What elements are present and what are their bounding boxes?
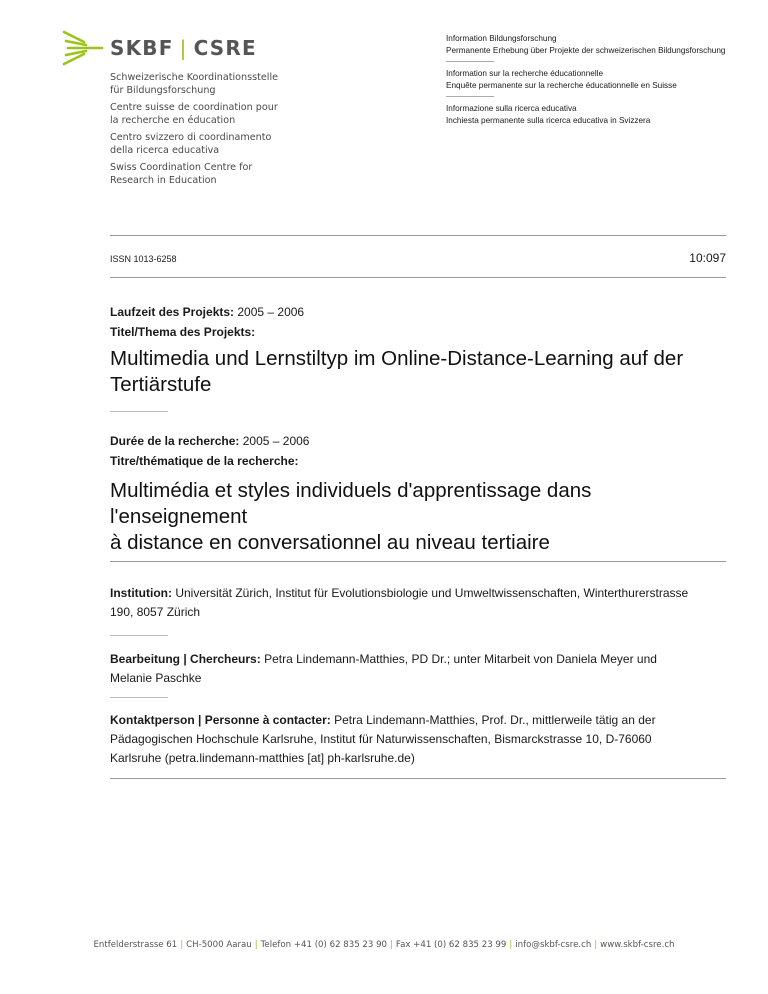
field-value: Pädagogischen Hochschule Karlsruhe, Institut für Naturwissenschaften, Bismarckstrasse 10, D-76060 [110, 732, 652, 746]
footer-separator: | [254, 940, 258, 950]
section-divider [110, 697, 168, 698]
org-line: Research in Education [110, 174, 217, 186]
footer-address [0, 940, 768, 950]
title-line: Multimedia und Lernstiltyp im Online-Distance-Learning auf der [110, 347, 684, 370]
field-value: Universität Zürich, Institut für Evolutionsbiologie und Umweltwissenschaften, Winterthurerstrasse [171, 586, 689, 600]
org-line: della ricerca educativa [110, 144, 220, 156]
logo-right: CSRE [193, 36, 257, 60]
footer-separator: | [509, 940, 513, 950]
field-label: Bearbeitung | Chercheurs: [110, 652, 261, 666]
info-line: Information sur la recherche éducationnelle [446, 69, 604, 79]
field-label: Laufzeit des Projekts: [110, 305, 235, 319]
org-name-it [110, 132, 310, 157]
divider [110, 778, 726, 779]
section-divider [110, 635, 168, 636]
info-line: Permanente Erhebung über Projekte der schweizerischen Bildungsforschung [446, 45, 726, 55]
footer-separator: | [180, 940, 184, 950]
info-divider [446, 96, 494, 97]
divider [110, 235, 726, 236]
footer-city: CH-5000 Aarau [186, 940, 252, 950]
title-line: à distance en conversationnel au niveau tertiaire [110, 531, 550, 554]
footer-website[interactable]: www.skbf-csre.ch [600, 940, 675, 950]
footer-separator: | [390, 940, 393, 950]
project-title-fr [110, 478, 710, 556]
org-line: Swiss Coordination Centre for [110, 162, 253, 173]
field-label: Kontaktperson | Personne à contacter: [110, 713, 331, 727]
logo-left: SKBF [110, 36, 174, 60]
project-title-de [110, 346, 710, 398]
logo-separator: | [179, 36, 188, 60]
divider [110, 561, 726, 562]
title-label-de [110, 323, 255, 341]
field-label: Durée de la recherche: [110, 434, 240, 448]
footer-fax: Fax +41 (0) 62 835 23 99 [395, 940, 507, 950]
contact-person [110, 711, 720, 768]
footer-email[interactable]: info@skbf-csre.ch [515, 940, 592, 950]
info-blocks [446, 33, 746, 127]
field-label: Titel/Thema des Projekts: [110, 325, 256, 339]
footer-street: Entfelderstrasse 61 [93, 940, 178, 950]
duration-de [110, 303, 304, 321]
info-block-fr [446, 68, 746, 91]
issn: ISSN 1013-6258 [110, 254, 177, 264]
org-line: la recherche en éducation [110, 114, 236, 126]
org-line: für Bildungsforschung [110, 84, 216, 96]
skbf-csre-logo [62, 28, 257, 68]
document-number: 10:097 [689, 251, 726, 265]
duration-fr [110, 432, 309, 450]
title-label-fr [110, 452, 299, 470]
title-line: Multimédia et styles individuels d'apprentissage dans l'enseignement [110, 479, 592, 528]
field-value: Melanie Paschke [110, 671, 202, 685]
info-block-de [446, 33, 746, 56]
divider [110, 277, 726, 278]
org-line: Schweizerische Koordinationsstelle [110, 72, 279, 83]
info-line: Informazione sulla ricerca educativa [446, 104, 577, 114]
org-name-de [110, 72, 310, 97]
field-value: 190, 8057 Zürich [110, 605, 201, 619]
field-label: Titre/thématique de la recherche: [110, 454, 299, 468]
info-line: Information Bildungsforschung [446, 34, 557, 43]
footer-separator: | [594, 940, 598, 950]
info-line: Inchiesta permanente sulla ricerca educativa in Svizzera [446, 115, 651, 125]
field-value: 2005 – 2006 [242, 434, 310, 448]
field-value: Petra Lindemann-Matthies, Prof. Dr., mittlerweile tätig an der [330, 713, 656, 727]
logo-wordmark [110, 36, 257, 60]
org-name-fr [110, 102, 310, 127]
org-line: Centre suisse de coordination pour [110, 102, 278, 113]
footer-phone: Telefon +41 (0) 62 835 23 90 [260, 940, 388, 950]
field-label: Institution: [110, 586, 172, 600]
title-line: Tertiärstufe [110, 373, 212, 396]
field-value: 2005 – 2006 [237, 305, 305, 319]
researchers [110, 650, 720, 688]
field-value: Karlsruhe (petra.lindemann-matthies [at] ph-karlsruhe.de) [110, 751, 415, 765]
info-divider [446, 61, 494, 62]
info-block-it [446, 103, 746, 126]
organization-names [110, 72, 310, 192]
field-value: Petra Lindemann-Matthies, PD Dr.; unter Mitarbeit von Daniela Meyer und [260, 652, 657, 666]
logo-lines-icon [62, 28, 108, 68]
info-line: Enquête permanente sur la recherche éducationnelle en Suisse [446, 80, 677, 90]
section-divider [110, 411, 168, 412]
org-line: Centro svizzero di coordinamento [110, 132, 272, 143]
org-name-en [110, 162, 310, 187]
institution [110, 584, 720, 622]
